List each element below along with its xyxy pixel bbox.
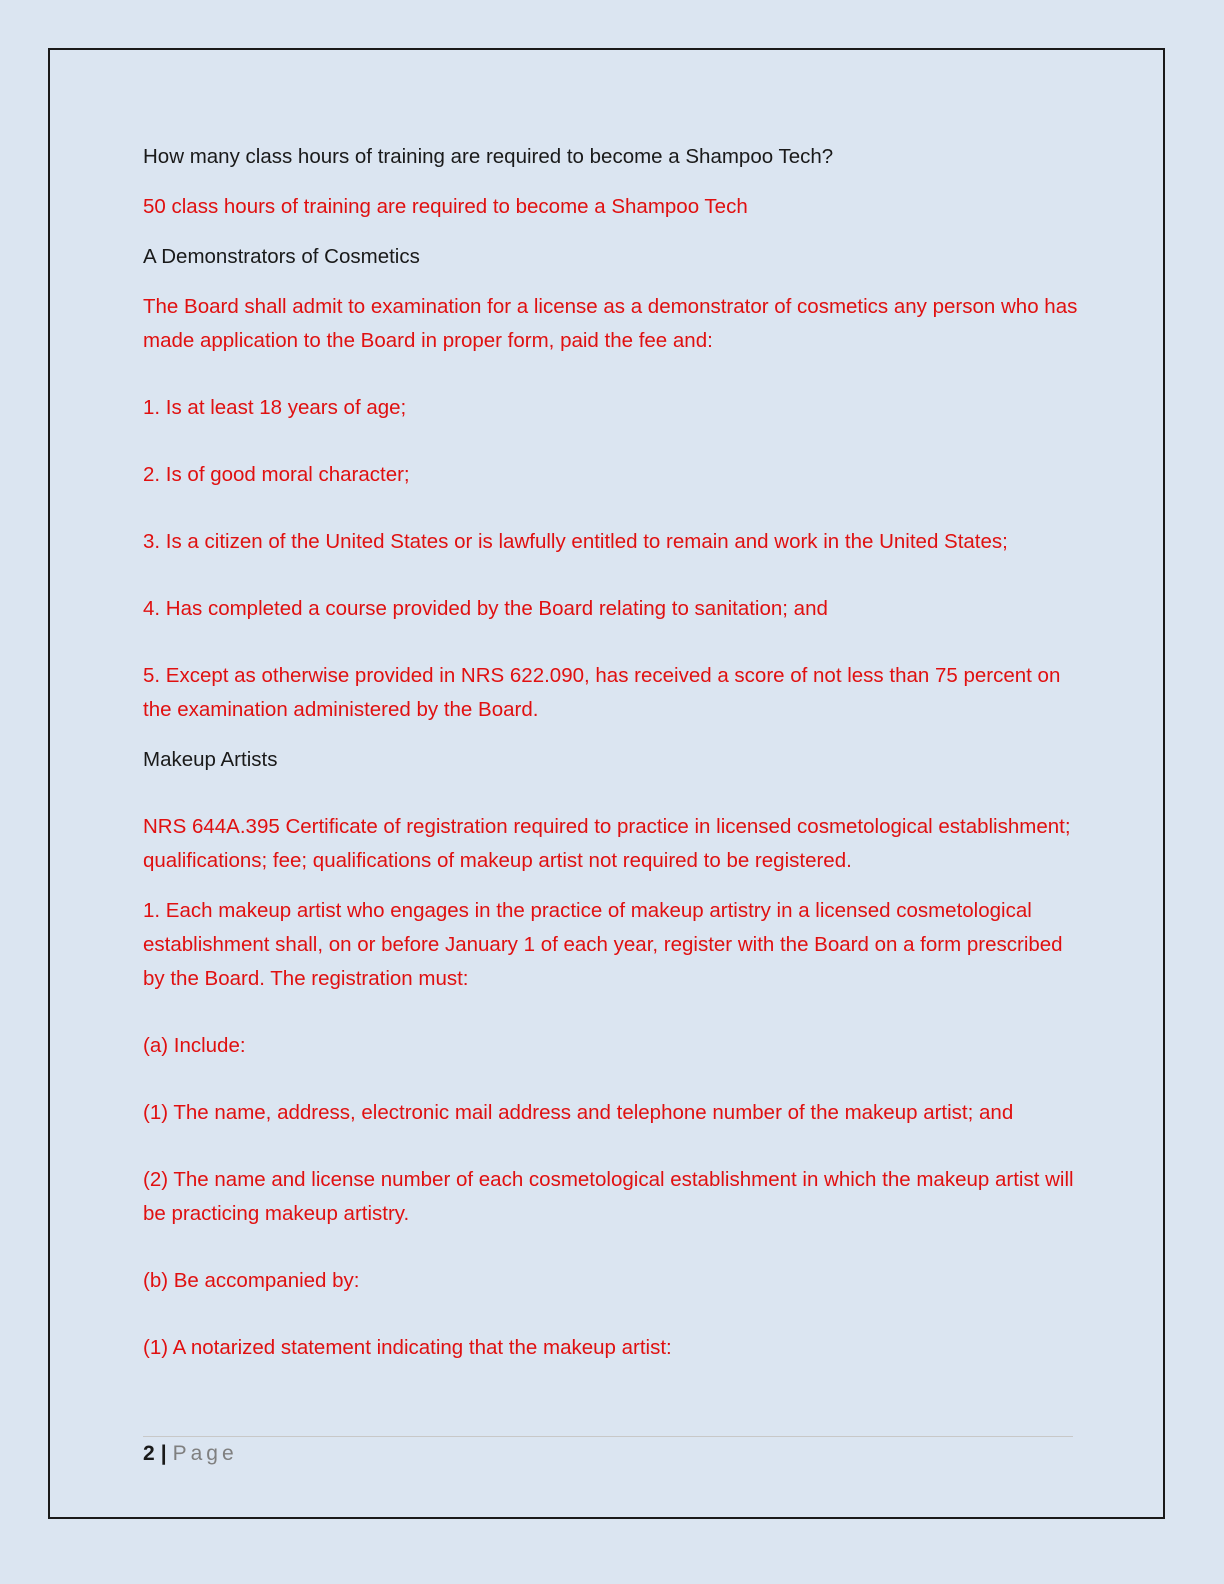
heading-demonstrators: A Demonstrators of Cosmetics xyxy=(143,245,420,268)
nrs-644a-395-title: NRS 644A.395 Certificate of registration required to practice in licensed cosmetological establishment; qualifications; fee; qualifications of makeup artist not required to be registered. xyxy=(143,815,1071,872)
page-number: 2 xyxy=(143,1442,155,1465)
subclause-b-1: (1) A notarized statement indicating that the makeup artist: xyxy=(143,1336,672,1359)
footer-rule xyxy=(143,1436,1073,1437)
requirement-item-2: 2. Is of good moral character; xyxy=(143,463,410,486)
page-footer xyxy=(143,1438,238,1470)
requirement-item-4: 4. Has completed a course provided by the Board relating to sanitation; and xyxy=(143,597,828,620)
registration-clause-1: 1. Each makeup artist who engages in the practice of makeup artistry in a licensed cosmetological establishment shall, on or before January 1 of each year, register with the Board on a form prescribed by the Board. The registration must: xyxy=(143,899,1063,990)
question-shampoo-tech: How many class hours of training are required to become a Shampoo Tech? xyxy=(143,145,834,168)
subclause-b: (b) Be accompanied by: xyxy=(143,1269,360,1292)
requirement-item-1: 1. Is at least 18 years of age; xyxy=(143,396,407,419)
answer-shampoo-tech: 50 class hours of training are required to become a Shampoo Tech xyxy=(143,195,748,218)
subclause-a-1: (1) The name, address, electronic mail address and telephone number of the makeup artist; and xyxy=(143,1101,1014,1124)
footer-separator: | xyxy=(160,1442,167,1465)
document-body xyxy=(143,140,1078,1365)
heading-makeup-artists: Makeup Artists xyxy=(143,748,278,771)
requirement-item-3: 3. Is a citizen of the United States or is lawfully entitled to remain and work in the United States; xyxy=(143,530,1008,553)
subclause-a-2: (2) The name and license number of each cosmetological establishment in which the makeup artist will be practicing makeup artistry. xyxy=(143,1168,1074,1225)
requirement-item-5: 5. Except as otherwise provided in NRS 622.090, has received a score of not less than 75 percent on the examination administered by the Board. xyxy=(143,664,1061,721)
subclause-a: (a) Include: xyxy=(143,1034,246,1057)
page-label: Page xyxy=(172,1442,238,1465)
demonstrators-intro: The Board shall admit to examination for a license as a demonstrator of cosmetics any person who has made application to the Board in proper form, paid the fee and: xyxy=(143,295,1078,352)
